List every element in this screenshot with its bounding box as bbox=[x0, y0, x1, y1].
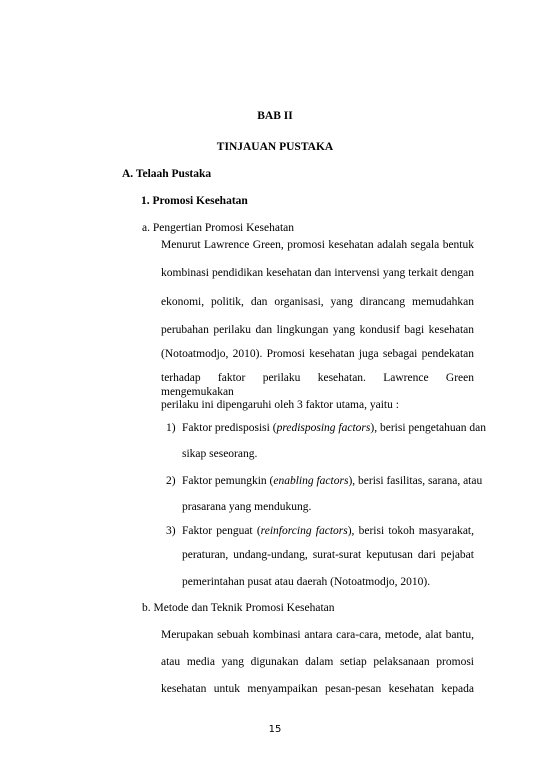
section-heading-a: A. Telaah Pustaka bbox=[122, 168, 212, 180]
paragraph-line: atau media yang digunakan dalam setiap pelaksanaan promosi bbox=[161, 656, 474, 668]
list-item-text bbox=[182, 474, 482, 488]
paragraph-line: perilaku ini dipengaruhi oleh 3 faktor utama, yaitu : bbox=[161, 399, 399, 411]
list-item-text-plain: ), berisi pengetahuan dan bbox=[370, 422, 486, 434]
paragraph-line: Merupakan sebuah kombinasi antara cara-cara, metode, alat bantu, bbox=[161, 629, 474, 641]
list-item-term: enabling factors bbox=[273, 475, 349, 487]
list-item-text-plain: Faktor penguat ( bbox=[182, 525, 261, 537]
list-item-continuation: peraturan, undang-undang, surat-surat keputusan dari pejabat bbox=[182, 549, 474, 561]
list-number: 2) bbox=[166, 475, 176, 487]
list-item-continuation: pemerintahan pusat atau daerah (Notoatmodjo, 2010). bbox=[182, 576, 431, 588]
list-item-text-plain: ), berisi tokoh masyarakat, bbox=[347, 525, 475, 537]
list-item-continuation: prasarana yang mendukung. bbox=[182, 501, 312, 513]
list-item-text bbox=[182, 421, 486, 435]
paragraph-line: kesehatan untuk menyampaikan pesan-pesan kesehatan kepada bbox=[161, 683, 474, 695]
list-item-text bbox=[182, 524, 474, 538]
paragraph-line: kombinasi pendidikan kesehatan dan intervensi yang terkait dengan bbox=[161, 267, 474, 279]
list-item-text-plain: Faktor pemungkin ( bbox=[182, 475, 274, 487]
section-heading-1: 1. Promosi Kesehatan bbox=[141, 195, 248, 207]
paragraph-line: perubahan perilaku dan lingkungan yang kondusif bagi kesehatan bbox=[161, 324, 474, 336]
chapter-heading: BAB II bbox=[257, 110, 293, 122]
list-item-term: predisposing factors bbox=[276, 422, 371, 434]
paragraph-line: (Notoatmodjo, 2010). Promosi kesehatan juga sebagai pendekatan bbox=[161, 348, 474, 360]
list-item-text-plain: Faktor predisposisi ( bbox=[182, 422, 277, 434]
page-number: 15 bbox=[268, 724, 282, 735]
list-item-continuation: sikap seseorang. bbox=[182, 448, 258, 460]
list-item-term: reinforcing factors bbox=[260, 525, 348, 537]
subsection-heading-a: a. Pengertian Promosi Kesehatan bbox=[142, 222, 295, 234]
paragraph-line: terhadap faktor perilaku kesehatan. Lawrence Green mengemukakan bbox=[161, 372, 474, 398]
paragraph-line: ekonomi, politik, dan organisasi, yang dirancang memudahkan bbox=[161, 296, 474, 308]
list-number: 3) bbox=[166, 525, 176, 537]
subsection-heading-b: b. Metode dan Teknik Promosi Kesehatan bbox=[142, 602, 335, 614]
list-number: 1) bbox=[166, 422, 176, 434]
list-item-text-plain: ), berisi fasilitas, sarana, atau bbox=[348, 475, 483, 487]
chapter-title: TINJAUAN PUSTAKA bbox=[216, 141, 334, 153]
paragraph-line: Menurut Lawrence Green, promosi kesehatan adalah segala bentuk bbox=[161, 239, 474, 251]
